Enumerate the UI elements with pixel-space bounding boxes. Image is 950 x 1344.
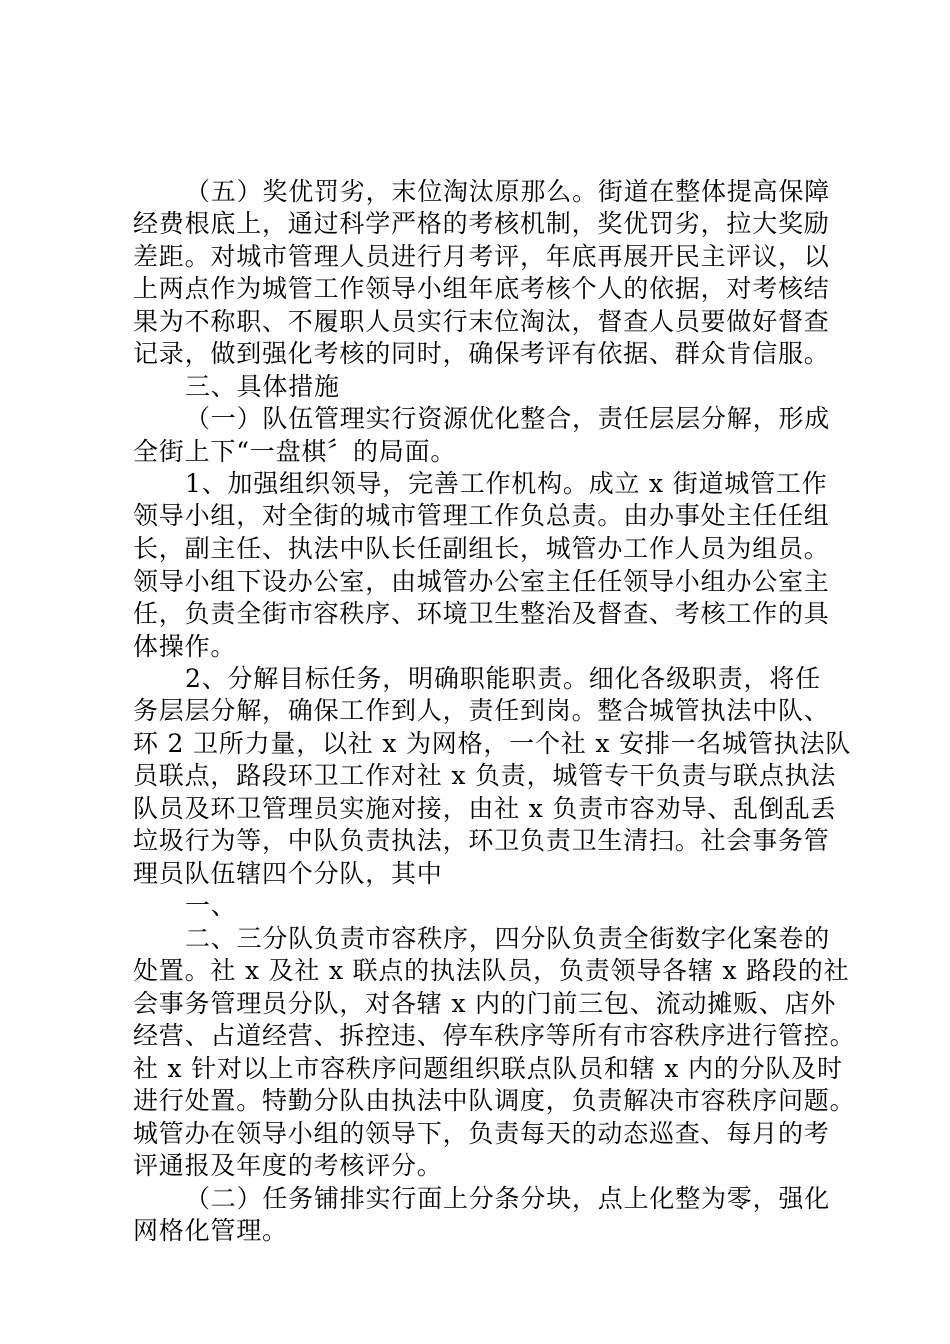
text-line: 领导小组，对全街的城市管理工作负总责。由办事处主任任组: [133, 501, 830, 530]
text-line: 进行处置。特勤分队由执法中队调度，负责解决市容秩序问题。: [133, 1086, 856, 1115]
text-line: 任，负责全街市容秩序、环境卫生整治及督查、考核工作的具: [133, 599, 830, 628]
text-line: 记录，做到强化考核的同时，确保考评有依据、群众肯信服。: [133, 339, 830, 368]
section-heading: 三、具体措施: [185, 372, 340, 401]
text-line: 一、: [185, 891, 237, 920]
text-line: （二）任务铺排实行面上分条分块，点上化整为零，强化: [185, 1184, 831, 1213]
text-line: 处置。社 x 及社 x 联点的执法队员，负责领导各辖 x 路段的社: [133, 956, 850, 985]
text-line: 务层层分解，确保工作到人，责任到岗。整合城管执法中队、: [133, 696, 830, 725]
text-line: 城管办在领导小组的领导下，负责每天的动态巡查、每月的考: [133, 1119, 830, 1148]
text-line: （一）队伍管理实行资源优化整合，责任层层分解，形成: [185, 404, 831, 433]
text-line: 二、三分队负责市容秩序，四分队负责全街数字化案卷的: [185, 924, 831, 953]
text-line: 网格化管理。: [133, 1216, 288, 1245]
text-line: 果为不称职、不履职人员实行末位淘汰，督查人员要做好督查: [133, 307, 830, 336]
text-line: 社 x 针对以上市容秩序问题组织联点队员和辖 x 内的分队及时: [133, 1054, 843, 1083]
text-line: （五）奖优罚劣，末位淘汰原那么。街道在整体提高保障: [185, 177, 831, 206]
text-line: 员联点，路段环卫工作对社 x 负责，城管专干负责与联点执法: [133, 761, 837, 790]
text-line: 2、分解目标任务，明确职能职责。细化各级职责，将任: [185, 664, 821, 693]
text-line: 会事务管理员分队，对各辖 x 内的门前三包、流动摊贩、店外: [133, 989, 837, 1018]
text-line: 理员队伍辖四个分队，其中: [133, 859, 443, 888]
text-line: 垃圾行为等，中队负责执法，环卫负责卫生清扫。社会事务管: [133, 826, 830, 855]
text-line: 经费根底上，通过科学严格的考核机制，奖优罚劣，拉大奖励: [133, 209, 830, 238]
text-line: 评通报及年度的考核评分。: [133, 1151, 443, 1180]
text-line: 上两点作为城管工作领导小组年底考核个人的依据，对考核结: [133, 274, 830, 303]
text-line: 差距。对城市管理人员进行月考评，年底再展开民主评议，以: [133, 242, 830, 271]
text-line: 长，副主任、执法中队长任副组长，城管办工作人员为组员。: [133, 534, 830, 563]
text-line: 体操作。: [133, 632, 237, 661]
text-line: 经营、占道经营、拆控违、停车秩序等所有市容秩序进行管控。: [133, 1021, 856, 1050]
text-line: 领导小组下设办公室，由城管办公室主任任领导小组办公室主: [133, 567, 830, 596]
text-line: 环 2 卫所力量，以社 x 为网格，一个社 x 安排一名城管执法队: [133, 729, 852, 758]
text-line: 队员及环卫管理员实施对接，由社 x 负责市容劝导、乱倒乱丢: [133, 794, 837, 823]
text-line: 全街上下“一盘棋〞的局面。: [133, 437, 457, 466]
text-line: 1、加强组织领导，完善工作机构。成立 x 街道城管工作: [185, 469, 828, 498]
